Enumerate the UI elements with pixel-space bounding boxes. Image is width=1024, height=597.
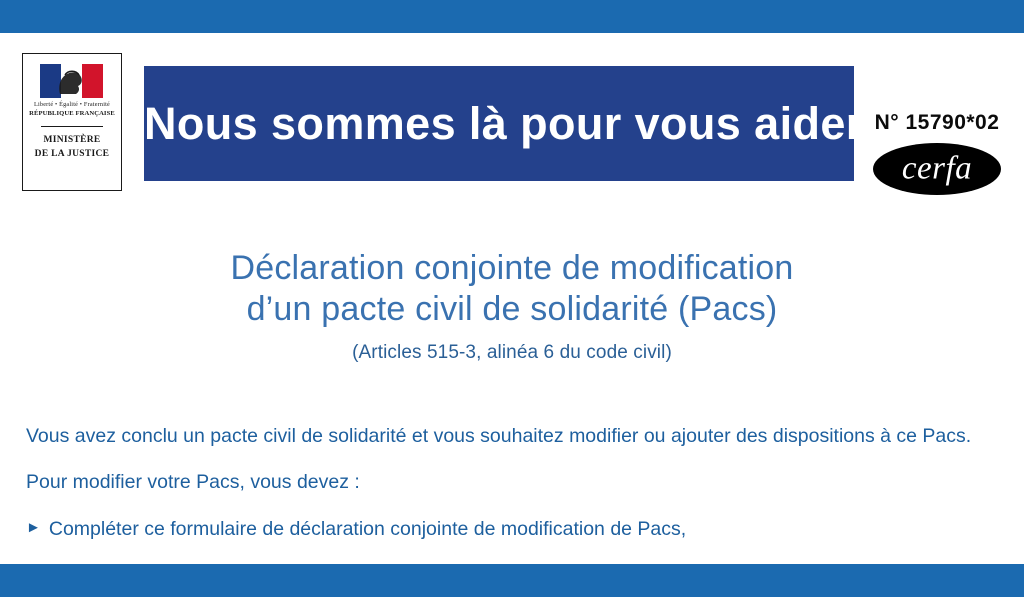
devise-text: Liberté • Égalité • Fraternité	[34, 101, 110, 108]
cerfa-number: N° 15790*02	[874, 111, 1000, 134]
intro-paragraph-1: Vous avez conclu un pacte civil de solidarité et vous souhaitez modifier ou ajouter des dispositions à ce Pacs.	[26, 425, 972, 447]
marianne-profile-icon	[54, 67, 88, 95]
republic-emblem-block	[22, 53, 122, 191]
instruction-item-1	[26, 516, 998, 542]
title-block	[0, 248, 1024, 364]
document-header	[22, 53, 1002, 193]
ministry-line-2: DE LA JUSTICE	[34, 149, 110, 160]
help-banner-text: Nous sommes là pour vous aider	[144, 97, 864, 149]
emblem-divider	[41, 126, 103, 127]
page-title-line-2: d’un pacte civil de solidarité (Pacs)	[246, 290, 778, 329]
instruction-item-1-label: Compléter ce formulaire de déclaration conjointe de modification de Pacs,	[48, 517, 687, 540]
ministry-line-1: MINISTÈRE	[43, 135, 101, 146]
page-subtitle: (Articles 515-3, alinéa 6 du code civil)	[352, 342, 672, 364]
cerfa-block	[870, 111, 1004, 195]
arrow-bullet-icon: ►	[26, 518, 41, 536]
intro-paragraph-2: Pour modifier votre Pacs, vous devez :	[26, 471, 360, 494]
cerfa-logo	[873, 143, 1001, 195]
cerfa-label: cerfa	[901, 150, 973, 187]
document-page	[0, 33, 1024, 564]
intro-text-block	[26, 423, 998, 542]
page-title-line-1: Déclaration conjointe de modification	[230, 249, 794, 287]
french-flag-icon	[40, 64, 104, 98]
help-banner	[144, 66, 864, 181]
republic-text: RÉPUBLIQUE FRANÇAISE	[29, 110, 115, 118]
